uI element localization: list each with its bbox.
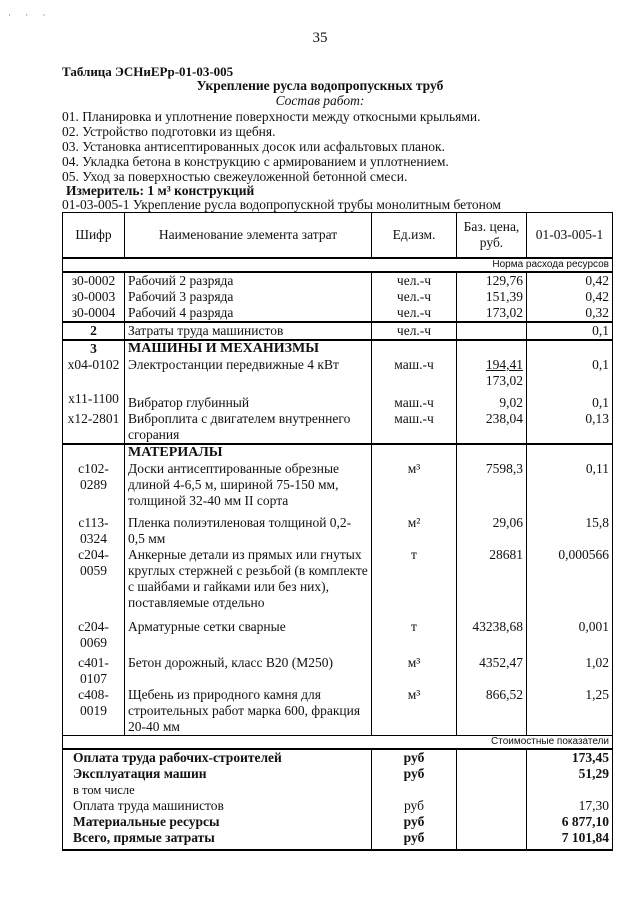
total-name: Всего, прямые затраты <box>63 830 372 850</box>
cell-unit: чел.-ч <box>372 305 457 322</box>
cell-price: 173,02 <box>457 305 527 322</box>
total-row <box>63 766 613 782</box>
total-name: Оплата труда рабочих-строителей <box>63 749 372 766</box>
cell-code: з0-0004 <box>63 305 125 322</box>
table-header <box>63 213 613 259</box>
cell-name: Рабочий 3 разряда <box>125 289 372 305</box>
cell-name: Арматурные сетки сварные <box>125 611 372 651</box>
total-name: Оплата труда машинистов <box>63 798 372 814</box>
cell-name: Щебень из природного камня для строительных работ марка 600, фракция 20-40 мм <box>125 687 372 736</box>
total-unit: руб <box>372 798 457 814</box>
table-row-machinists <box>63 322 613 340</box>
work-item: 01. Планировка и уплотнение поверхности между откосными крыльями. <box>62 109 481 124</box>
header-code: Шифр <box>63 213 125 259</box>
cell-price: 129,76 <box>457 272 527 289</box>
table-row <box>63 611 613 651</box>
cost-note-row <box>63 736 613 750</box>
total-unit: руб <box>372 830 457 850</box>
cell-value: 0,1 <box>527 322 613 340</box>
cell-value: 0,1 <box>527 389 613 411</box>
section-title: МАШИНЫ И МЕХАНИЗМЫ <box>125 340 372 357</box>
header-unit: Ед.изм. <box>372 213 457 259</box>
cell-name: Анкерные детали из прямых или гнутых круглых стержней с резьбой (в комплекте с шайбами и гайками или без них), поставляемые отдельно <box>125 547 372 611</box>
cell-unit: маш.-ч <box>372 389 457 411</box>
cell-unit: т <box>372 547 457 611</box>
cell-value: 0,000566 <box>527 547 613 611</box>
cell-value: 0,001 <box>527 611 613 651</box>
norm-note: Норма расхода ресурсов <box>63 258 613 272</box>
table-row <box>63 272 613 289</box>
cell-value: 1,25 <box>527 687 613 736</box>
cell-unit: чел.-ч <box>372 272 457 289</box>
norm-note-row <box>63 258 613 272</box>
table-name: Таблица ЭСНиЕРр-01-03-005 <box>62 64 234 79</box>
cell-value: 0,11 <box>527 461 613 509</box>
cell-price: 238,04 <box>457 411 527 444</box>
cell-value: 0,32 <box>527 305 613 322</box>
table-row <box>63 389 613 411</box>
section-machines <box>63 340 613 357</box>
cell-value: 0,1 <box>527 357 613 389</box>
total-unit: руб <box>372 749 457 766</box>
total-unit: руб <box>372 814 457 830</box>
total-row <box>63 798 613 814</box>
table-row <box>63 687 613 736</box>
works-list <box>62 109 481 184</box>
cell-value: 0,42 <box>527 289 613 305</box>
table-row <box>63 547 613 611</box>
cell-unit: маш.-ч <box>372 357 457 389</box>
cell-price: 866,52 <box>457 687 527 736</box>
total-row <box>63 830 613 850</box>
total-row <box>63 782 613 798</box>
work-item: 03. Установка антисептированных досок или асфальтовых планок. <box>62 139 445 154</box>
cell-unit: м³ <box>372 461 457 509</box>
cell-unit: чел.-ч <box>372 322 457 340</box>
cell-price <box>457 322 527 340</box>
header-name: Наименование элемента затрат <box>125 213 372 259</box>
cell-name: Вибратор глубинный <box>125 389 372 411</box>
cell-name: Доски антисептированные обрезные длиной 4-6,5 м, шириной 75-150 мм, толщиной 32-40 мм II сорта <box>125 461 372 509</box>
cell-price: 29,06 <box>457 509 527 547</box>
cell-name: Пленка полиэтиленовая толщиной 0,2-0,5 мм <box>125 509 372 547</box>
header-price: Баз. цена, руб. <box>457 213 527 259</box>
cell-code: с204-0059 <box>63 547 125 611</box>
cell-value: 0,42 <box>527 272 613 289</box>
section-code: 3 <box>63 340 125 357</box>
table-row <box>63 651 613 687</box>
total-value: 51,29 <box>527 766 613 782</box>
cell-unit: м³ <box>372 651 457 687</box>
table-row <box>63 305 613 322</box>
cell-code: з0-0003 <box>63 289 125 305</box>
cell-unit: м³ <box>372 687 457 736</box>
cell-unit: чел.-ч <box>372 289 457 305</box>
total-name: Эксплуатация машин <box>63 766 372 782</box>
cell-code: с204-0069 <box>63 611 125 651</box>
total-row <box>63 749 613 766</box>
cell-name: Виброплита с двигателем внутреннего сгорания <box>125 411 372 444</box>
work-item: 05. Уход за поверхностью свежеуложенной бетонной смеси. <box>62 169 408 184</box>
cell-price <box>457 357 527 389</box>
cell-code: х11-1100 <box>63 389 125 411</box>
table-row <box>63 509 613 547</box>
table-row <box>63 357 613 389</box>
cell-code: с113-0324 <box>63 509 125 547</box>
cell-value: 15,8 <box>527 509 613 547</box>
header-norm: 01-03-005-1 <box>527 213 613 259</box>
work-item: 04. Укладка бетона в конструкцию с армированием и уплотнением. <box>62 154 449 169</box>
total-value: 173,45 <box>527 749 613 766</box>
cost-note: Стоимостные показатели <box>63 736 613 750</box>
cell-value: 0,13 <box>527 411 613 444</box>
cell-value: 1,02 <box>527 651 613 687</box>
norm-subtitle: 01-03-005-1 Укрепление русла водопропускной трубы монолитным бетоном <box>62 197 501 212</box>
cell-unit: м² <box>372 509 457 547</box>
work-item: 02. Устройство подготовки из щебня. <box>62 124 276 139</box>
cell-code: с401-0107 <box>63 651 125 687</box>
cell-name: Затраты труда машинистов <box>125 322 372 340</box>
measure-unit: Измеритель: 1 м³ конструкций <box>66 183 255 198</box>
total-row <box>63 814 613 830</box>
cell-code: х12-2801 <box>63 411 125 444</box>
cell-price: 151,39 <box>457 289 527 305</box>
table-row <box>63 461 613 509</box>
cell-price: 28681 <box>457 547 527 611</box>
scan-specks: · · · <box>8 10 52 20</box>
price-current: 194,41 <box>485 357 523 372</box>
section-materials <box>63 444 613 461</box>
total-name: Материальные ресурсы <box>63 814 372 830</box>
total-name: в том числе <box>63 782 372 798</box>
cell-code: с102-0289 <box>63 461 125 509</box>
total-value: 6 877,10 <box>527 814 613 830</box>
cell-code: з0-0002 <box>63 272 125 289</box>
cell-name: Электростанции передвижные 4 кВт <box>125 357 372 389</box>
total-value: 17,30 <box>527 798 613 814</box>
cell-name: Бетон дорожный, класс В20 (М250) <box>125 651 372 687</box>
table-row <box>63 411 613 444</box>
cell-price: 43238,68 <box>457 611 527 651</box>
cell-price: 4352,47 <box>457 651 527 687</box>
cell-code: 2 <box>63 322 125 340</box>
table-title: Укрепление русла водопропускных труб <box>196 78 444 93</box>
cell-code: х04-0102 <box>63 357 125 389</box>
resource-table <box>62 212 613 851</box>
works-heading: Состав работ: <box>275 93 365 108</box>
cell-code: с408-0019 <box>63 687 125 736</box>
price-previous: 173,02 <box>485 373 523 388</box>
cell-name: Рабочий 2 разряда <box>125 272 372 289</box>
total-value: 7 101,84 <box>527 830 613 850</box>
cell-name: Рабочий 4 разряда <box>125 305 372 322</box>
total-unit: руб <box>372 766 457 782</box>
section-title: МАТЕРИАЛЫ <box>125 444 372 461</box>
table-row <box>63 289 613 305</box>
page-number: 35 <box>312 30 328 46</box>
cell-unit: т <box>372 611 457 651</box>
cell-price: 7598,3 <box>457 461 527 509</box>
cell-price: 9,02 <box>457 389 527 411</box>
cell-unit: маш.-ч <box>372 411 457 444</box>
